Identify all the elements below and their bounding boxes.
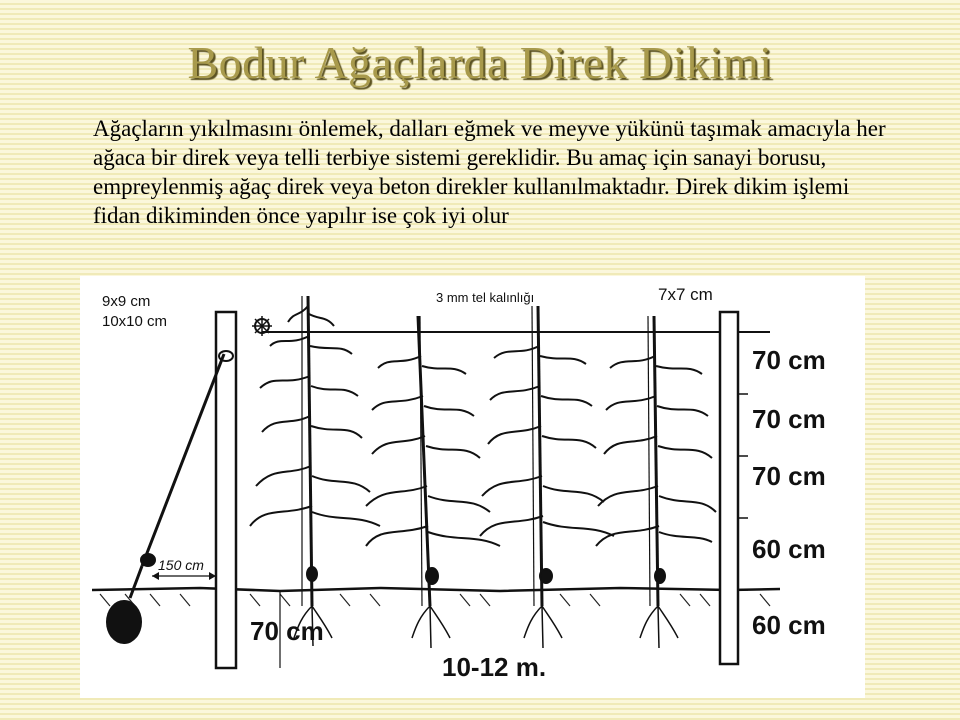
anchor-rope bbox=[142, 354, 224, 566]
anchor-distance-label: 150 cm bbox=[158, 557, 204, 573]
anchor-distance-dimension bbox=[152, 572, 216, 580]
height-label-3: 70 cm bbox=[752, 461, 826, 491]
tree-4 bbox=[596, 316, 716, 648]
height-label-4: 60 cm bbox=[752, 534, 826, 564]
ground-hatching bbox=[100, 594, 770, 606]
trellis-diagram-svg bbox=[80, 276, 865, 698]
ground-line bbox=[92, 588, 780, 591]
wire-tensioner-icon bbox=[252, 316, 272, 336]
right-end-post bbox=[720, 312, 738, 664]
height-label-5: 60 cm bbox=[752, 610, 826, 640]
tree-1 bbox=[250, 296, 380, 646]
tree-3 bbox=[480, 306, 614, 648]
post-size-left-label-1: 9x9 cm bbox=[102, 293, 151, 310]
slide-title: Bodur Ağaçlarda Direk Dikimi bbox=[187, 37, 773, 88]
body-paragraph: Ağaçların yıkılmasını önlemek, dalları eğmek ve meyve yükünü taşımak amacıyla her ağaca bir direk veya telli terbiye sistemi gereklidir. Bu amaç için sanayi borusu, empreylenmiş ağaç direk veya beton direkler kullanılmaktadır. Direk dikim işlemi fidan dikiminden önce yapılır ise çok iyi olur bbox=[93, 116, 886, 228]
post-size-right-label: 7x7 cm bbox=[658, 285, 713, 304]
ground-anchor bbox=[106, 600, 142, 644]
trellis-diagram bbox=[80, 276, 865, 698]
anchor-knot bbox=[140, 553, 156, 567]
height-label-1: 70 cm bbox=[752, 345, 826, 375]
height-label-2: 70 cm bbox=[752, 404, 826, 434]
post-size-left-label-2: 10x10 cm bbox=[102, 313, 168, 330]
row-length-label: 10-12 m. bbox=[442, 652, 547, 682]
height-ticks bbox=[738, 332, 748, 590]
tree-2 bbox=[366, 316, 500, 648]
wire-thickness-label: 3 mm tel kalınlığı bbox=[436, 290, 535, 305]
depth-label: 70 cm bbox=[250, 616, 324, 646]
